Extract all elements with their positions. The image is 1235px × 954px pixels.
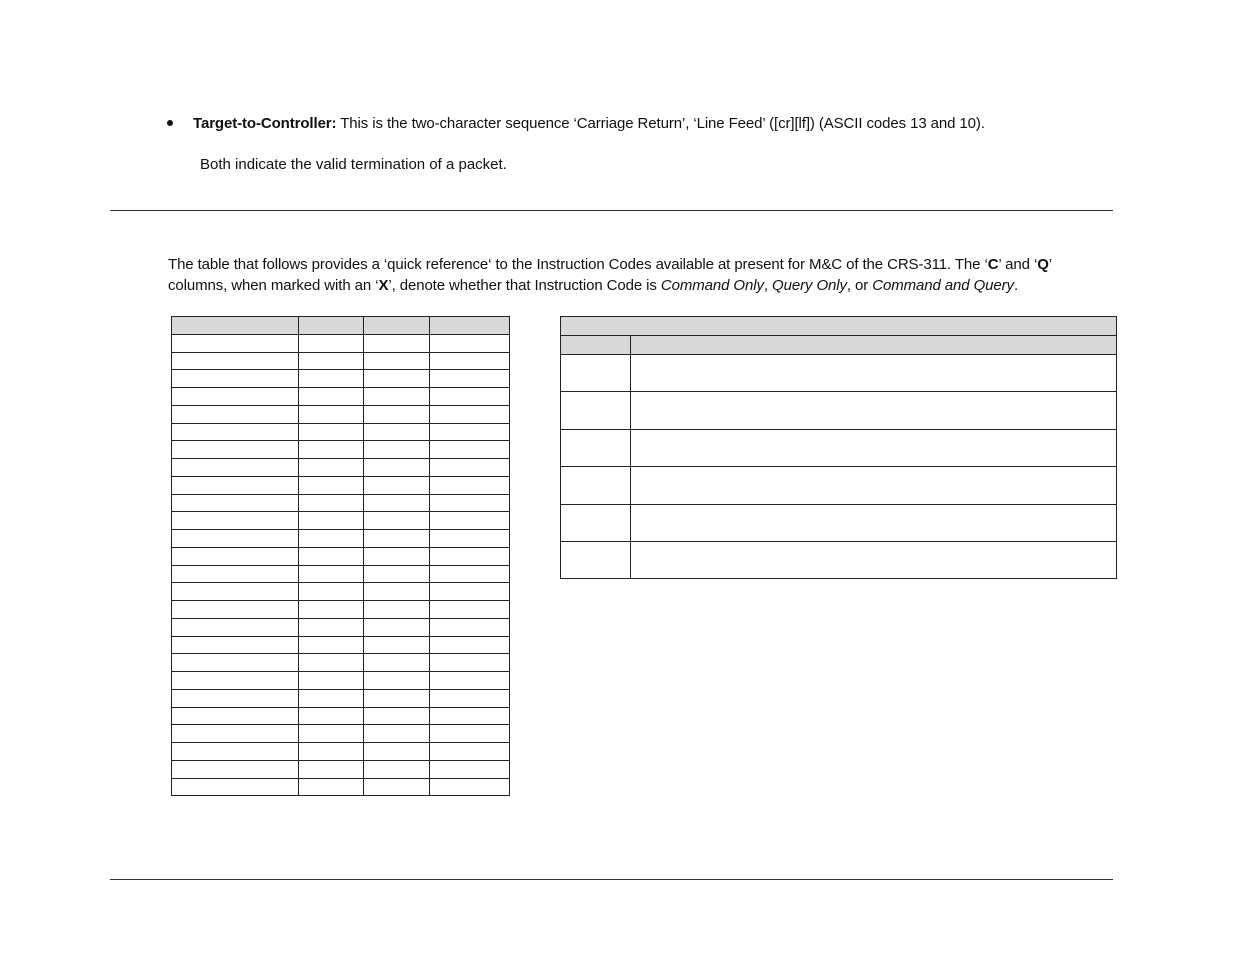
table-cell — [430, 583, 510, 601]
table-cell — [172, 725, 299, 743]
bullet-icon — [167, 120, 173, 126]
header-cell — [299, 317, 364, 335]
table-cell — [172, 388, 299, 406]
legend-row — [561, 392, 1117, 429]
table-cell — [364, 459, 430, 477]
table-cell — [430, 388, 510, 406]
table-cell — [364, 423, 430, 441]
table-cell — [299, 618, 364, 636]
table-cell — [172, 547, 299, 565]
table-cell — [299, 370, 364, 388]
header-cell — [430, 317, 510, 335]
table-cell — [364, 334, 430, 352]
table-cell — [172, 672, 299, 690]
table-cell — [299, 423, 364, 441]
table-cell — [299, 778, 364, 796]
table-cell — [299, 760, 364, 778]
table-row — [172, 441, 510, 459]
table-row — [172, 405, 510, 423]
table-cell — [430, 618, 510, 636]
table-cell — [172, 423, 299, 441]
table-cell — [299, 352, 364, 370]
table-row — [172, 636, 510, 654]
legend-cell — [631, 355, 1117, 392]
intro-command-and-query: Command and Query — [872, 277, 1014, 294]
table-header-row — [172, 317, 510, 335]
intro-query-only: Query Only — [772, 277, 847, 294]
table-cell — [430, 405, 510, 423]
table-row — [172, 494, 510, 512]
footer-divider — [110, 879, 1113, 880]
intro-command-only: Command Only — [660, 277, 764, 294]
bullet-target-to-controller — [167, 114, 985, 134]
table-cell — [430, 778, 510, 796]
intro-text: ’ — [1048, 256, 1053, 273]
table-row — [172, 743, 510, 761]
table-cell — [430, 334, 510, 352]
table-cell — [172, 583, 299, 601]
legend-header-cell — [631, 336, 1117, 355]
intro-text: The table that follows provides a ‘quick reference‘ to the Instruction Codes available at present for M&C of the CRS-311. The ‘ — [168, 256, 988, 273]
table-cell — [299, 689, 364, 707]
table-cell — [172, 689, 299, 707]
table-cell — [364, 370, 430, 388]
table-cell — [299, 707, 364, 725]
intro-text: . — [1013, 277, 1019, 294]
legend-table — [560, 316, 1117, 579]
legend-cell — [561, 355, 631, 392]
legend-cell — [561, 541, 631, 578]
table-cell — [299, 672, 364, 690]
table-cell — [172, 636, 299, 654]
legend-cell — [631, 429, 1117, 466]
intro-text: ’, denote whether that Instruction Code is — [388, 277, 661, 294]
table-cell — [364, 388, 430, 406]
table-row — [172, 547, 510, 565]
table-cell — [299, 743, 364, 761]
table-cell — [172, 565, 299, 583]
table-cell — [430, 423, 510, 441]
table-row — [172, 334, 510, 352]
table-cell — [364, 441, 430, 459]
table-cell — [364, 778, 430, 796]
table-row — [172, 459, 510, 477]
bullet-text: This is the two-character sequence ‘Carriage Return’, ‘Line Feed’ ([cr][lf]) (ASCII codes 13 and 10). — [336, 115, 985, 132]
table-cell — [172, 370, 299, 388]
table-cell — [364, 760, 430, 778]
termination-note: Both indicate the valid termination of a packet. — [200, 156, 507, 173]
legend-cell — [631, 392, 1117, 429]
table-row — [172, 654, 510, 672]
table-cell — [172, 334, 299, 352]
table-cell — [430, 743, 510, 761]
header-cell — [364, 317, 430, 335]
table-cell — [299, 654, 364, 672]
table-row — [172, 778, 510, 796]
table-cell — [364, 601, 430, 619]
table-cell — [364, 565, 430, 583]
table-cell — [172, 530, 299, 548]
table-cell — [364, 743, 430, 761]
table-cell — [299, 601, 364, 619]
table-cell — [299, 476, 364, 494]
table-cell — [430, 459, 510, 477]
table-cell — [364, 707, 430, 725]
legend-row — [561, 429, 1117, 466]
legend-cell — [561, 504, 631, 541]
table-cell — [172, 618, 299, 636]
legend-cell — [561, 392, 631, 429]
legend-body — [561, 355, 1117, 579]
table-row — [172, 423, 510, 441]
table-cell — [299, 459, 364, 477]
table-row — [172, 530, 510, 548]
intro-text: , or — [846, 277, 873, 294]
table-cell — [430, 672, 510, 690]
table-cell — [172, 459, 299, 477]
table-row — [172, 689, 510, 707]
table-row — [172, 760, 510, 778]
table-cell — [172, 707, 299, 725]
table-cell — [364, 654, 430, 672]
header-cell — [172, 317, 299, 335]
table-cell — [299, 494, 364, 512]
table-cell — [430, 689, 510, 707]
table-cell — [172, 654, 299, 672]
table-row — [172, 583, 510, 601]
bullet-label: Target-to-Controller: — [193, 115, 337, 132]
table-cell — [430, 494, 510, 512]
legend-cell — [631, 541, 1117, 578]
table-cell — [299, 334, 364, 352]
table-cell — [172, 405, 299, 423]
intro-text: columns, when marked with an ‘ — [168, 277, 379, 294]
legend-header-cell — [561, 336, 631, 355]
table-row — [172, 725, 510, 743]
table-cell — [430, 370, 510, 388]
table-cell — [364, 689, 430, 707]
table-cell — [299, 405, 364, 423]
table-cell — [364, 512, 430, 530]
table-cell — [430, 601, 510, 619]
table-cell — [364, 547, 430, 565]
table-cell — [172, 512, 299, 530]
table-row — [172, 601, 510, 619]
table-cell — [364, 405, 430, 423]
legend-row — [561, 504, 1117, 541]
table-cell — [172, 352, 299, 370]
table-row — [172, 512, 510, 530]
legend-cell — [561, 467, 631, 504]
table-cell — [364, 636, 430, 654]
table-row — [172, 352, 510, 370]
quick-reference-table — [171, 316, 510, 796]
table-cell — [430, 725, 510, 743]
quick-reference-body — [172, 334, 510, 796]
table-cell — [299, 565, 364, 583]
table-cell — [430, 512, 510, 530]
table-cell — [172, 601, 299, 619]
table-row — [172, 476, 510, 494]
table-cell — [172, 743, 299, 761]
intro-paragraph — [168, 254, 1128, 296]
intro-q-marker: Q — [1037, 256, 1049, 273]
legend-row — [561, 467, 1117, 504]
legend-cell — [631, 504, 1117, 541]
table-row — [172, 707, 510, 725]
table-cell — [364, 494, 430, 512]
table-row — [172, 565, 510, 583]
legend-header-row — [561, 336, 1117, 355]
table-cell — [299, 583, 364, 601]
intro-text: , — [763, 277, 773, 294]
legend-cell — [631, 467, 1117, 504]
table-cell — [364, 530, 430, 548]
table-cell — [430, 352, 510, 370]
legend-row — [561, 541, 1117, 578]
table-cell — [172, 778, 299, 796]
table-cell — [364, 672, 430, 690]
table-row — [172, 672, 510, 690]
table-row — [172, 618, 510, 636]
table-cell — [430, 654, 510, 672]
intro-text: ’ and ‘ — [998, 256, 1038, 273]
table-cell — [430, 530, 510, 548]
table-cell — [430, 707, 510, 725]
table-cell — [430, 547, 510, 565]
table-cell — [172, 760, 299, 778]
table-cell — [364, 352, 430, 370]
table-cell — [430, 441, 510, 459]
table-cell — [299, 388, 364, 406]
legend-cell — [561, 429, 631, 466]
intro-x-marker: X — [378, 277, 389, 294]
section-divider — [110, 210, 1113, 211]
table-cell — [299, 530, 364, 548]
table-cell — [364, 583, 430, 601]
table-row — [172, 388, 510, 406]
table-cell — [299, 547, 364, 565]
table-cell — [172, 494, 299, 512]
table-cell — [364, 725, 430, 743]
table-cell — [299, 725, 364, 743]
table-cell — [364, 476, 430, 494]
table-cell — [172, 441, 299, 459]
table-cell — [430, 476, 510, 494]
legend-row — [561, 355, 1117, 392]
table-cell — [430, 636, 510, 654]
legend-title-cell — [561, 317, 1117, 336]
intro-c-marker: C — [987, 256, 999, 273]
table-cell — [430, 565, 510, 583]
table-cell — [299, 441, 364, 459]
table-cell — [299, 636, 364, 654]
table-cell — [172, 476, 299, 494]
intro-line-2 — [168, 275, 1128, 296]
legend-title-row — [561, 317, 1117, 336]
table-cell — [430, 760, 510, 778]
table-cell — [299, 512, 364, 530]
table-cell — [364, 618, 430, 636]
table-row — [172, 370, 510, 388]
intro-line-1 — [168, 254, 1128, 275]
